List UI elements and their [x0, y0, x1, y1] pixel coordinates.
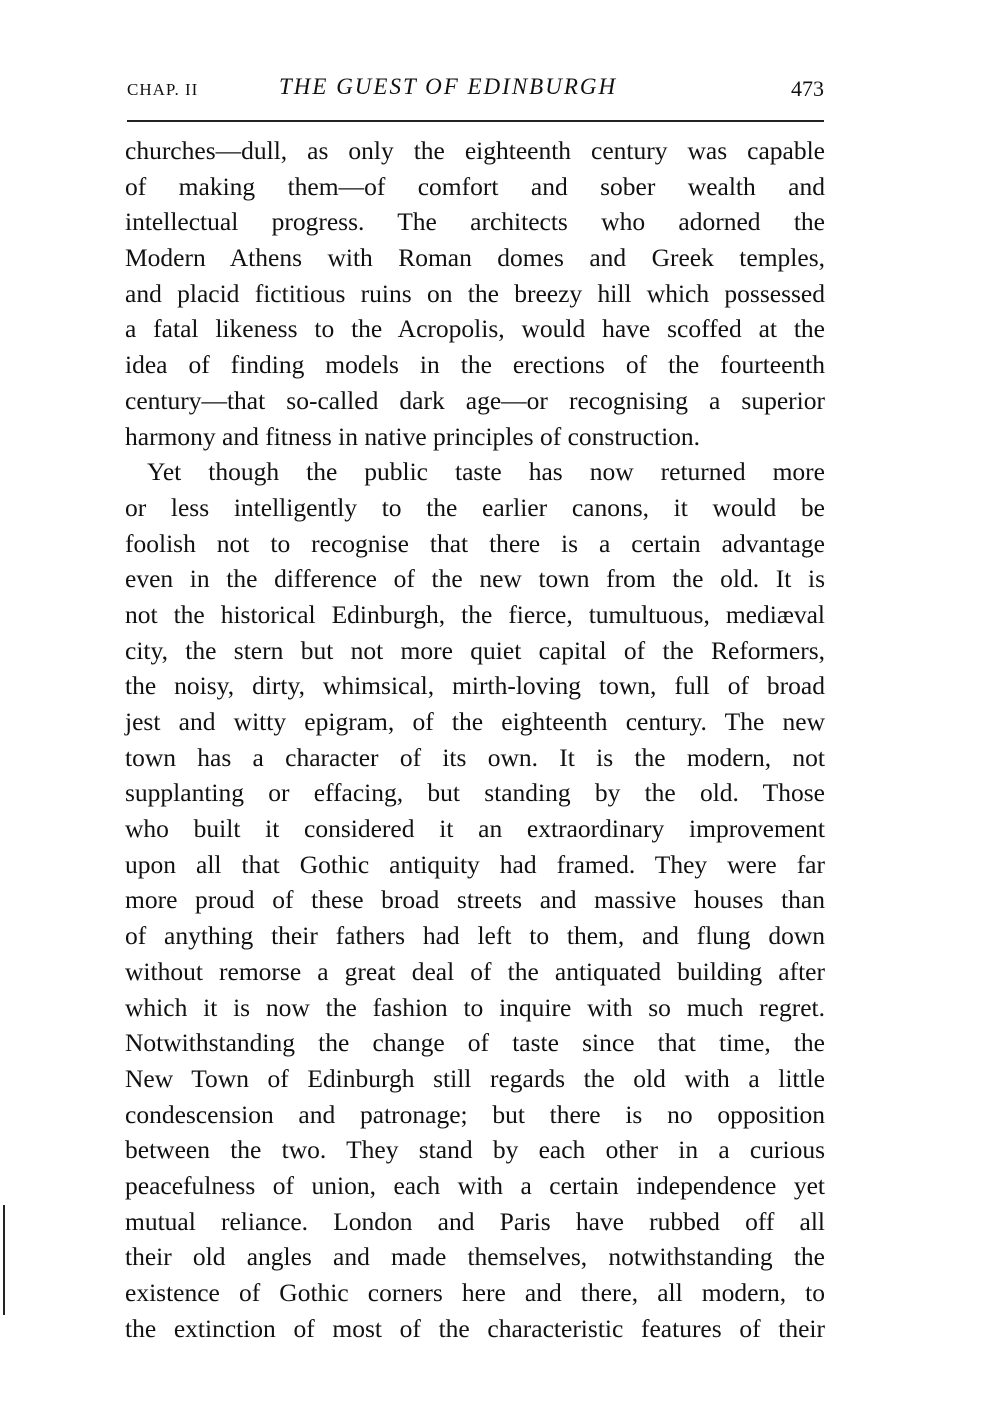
- text-line: intellectual progress. The architects who adorned the: [125, 207, 825, 237]
- text-line: or less intelligently to the earlier canons, it would be: [125, 492, 825, 522]
- text-line: supplanting or effacing, but standing by the old. Those: [125, 778, 825, 808]
- text-line: more proud of these broad streets and massive houses than: [125, 885, 825, 915]
- text-line: the noisy, dirty, whimsical, mirth-loving town, full of broad: [125, 671, 825, 701]
- text-line: peacefulness of union, each with a certain independence yet: [125, 1170, 825, 1200]
- paragraph-2: [125, 454, 825, 1346]
- text-line: of anything their fathers had left to them, and flung down: [125, 921, 825, 951]
- text-line: and placid fictitious ruins on the breezy hill which possessed: [125, 278, 825, 308]
- scan-margin-mark: [3, 1205, 8, 1315]
- running-header: [127, 72, 824, 106]
- text-line: the extinction of most of the characteristic features of their: [125, 1313, 825, 1343]
- page-number: 473: [791, 76, 824, 101]
- paragraph-1: [125, 133, 825, 454]
- text-line: Notwithstanding the change of taste since that time, the: [125, 1028, 825, 1058]
- text-line: upon all that Gothic antiquity had framed. They were far: [125, 849, 825, 879]
- body-text: [125, 133, 825, 1346]
- running-title: THE GUEST OF EDINBURGH: [279, 74, 618, 99]
- text-line: foolish not to recognise that there is a certain advantage: [125, 528, 825, 558]
- text-line: without remorse a great deal of the antiquated building after: [125, 956, 825, 986]
- header-rule: [127, 120, 824, 122]
- text-line: between the two. They stand by each other in a curious: [125, 1135, 825, 1165]
- text-line: condescension and patronage; but there is no opposition: [125, 1099, 825, 1129]
- text-line: of making them—of comfort and sober wealth and: [125, 171, 825, 201]
- text-line: mutual reliance. London and Paris have rubbed off all: [125, 1206, 825, 1236]
- chapter-label: CHAP. II: [127, 80, 199, 99]
- text-line: city, the stern but not more quiet capital of the Reformers,: [125, 635, 825, 665]
- text-line: town has a character of its own. It is the modern, not: [125, 742, 825, 772]
- text-line: Modern Athens with Roman domes and Greek temples,: [125, 243, 825, 273]
- text-line: idea of finding models in the erections of the fourteenth: [125, 350, 825, 380]
- text-line: Yet though the public taste has now returned more: [147, 457, 825, 487]
- text-line: which it is now the fashion to inquire with so much regret.: [125, 992, 825, 1022]
- text-line: churches—dull, as only the eighteenth century was capable: [125, 136, 825, 165]
- text-line: who built it considered it an extraordinary improvement: [125, 814, 825, 844]
- text-line: New Town of Edinburgh still regards the old with a little: [125, 1063, 825, 1093]
- text-line: not the historical Edinburgh, the fierce, tumultuous, mediæval: [125, 599, 825, 629]
- text-line: existence of Gothic corners here and there, all modern, to: [125, 1278, 825, 1307]
- text-line: even in the difference of the new town from the old. It is: [125, 564, 825, 594]
- text-line: jest and witty epigram, of the eighteenth century. The new: [125, 707, 825, 736]
- text-line: their old angles and made themselves, notwithstanding the: [125, 1242, 825, 1272]
- text-line: harmony and fitness in native principles of construction.: [125, 421, 701, 451]
- text-line: a fatal likeness to the Acropolis, would have scoffed at the: [125, 314, 825, 344]
- text-line: century—that so-called dark age—or recognising a superior: [125, 385, 825, 415]
